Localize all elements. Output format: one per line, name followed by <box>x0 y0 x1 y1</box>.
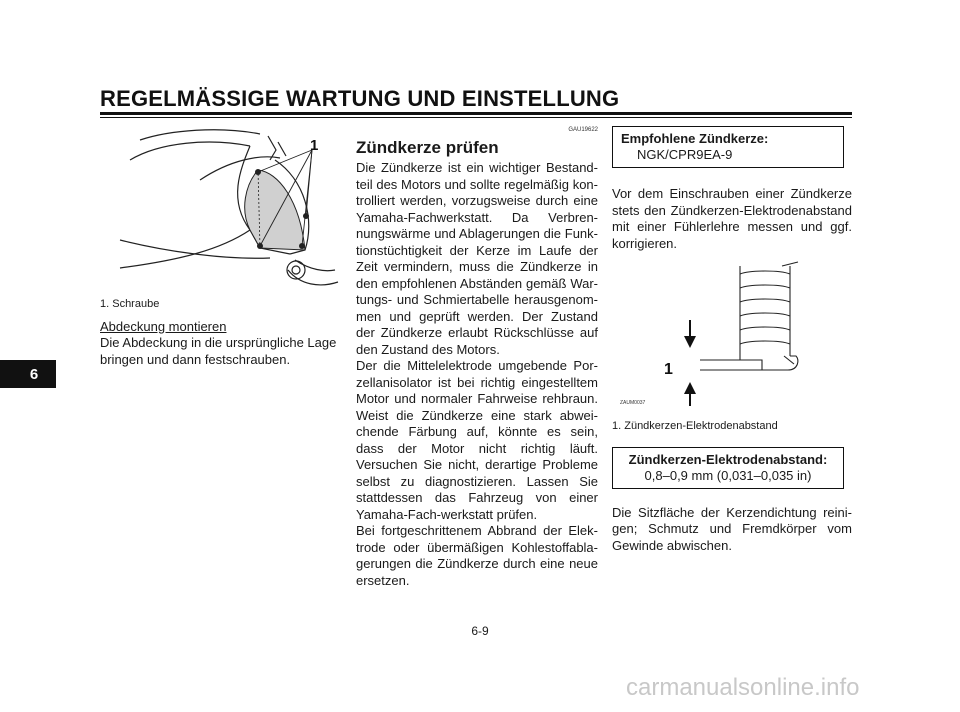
middle-column <box>356 126 598 589</box>
figure-code: ZAUM0037 <box>620 400 646 406</box>
body-text: Die Abdeckung in die ursprüngliche Lage bringen und dann festschrauben. <box>100 335 337 367</box>
paragraph: Die Sitzfläche der Kerzendichtung reini-gen; Schmutz und Fremdkörper vom Gewinde abwischen. <box>612 504 852 553</box>
spec-value: 0,8–0,9 mm (0,031–0,035 in) <box>644 467 812 483</box>
figure-callout: 1 <box>310 137 319 154</box>
cover-screw-illustration <box>100 120 340 288</box>
paragraph: Vor dem Einschrauben einer Zündkerze stets den Zündkerzen-Elektrodenabstand mit einer Fühlerlehre messen und ggf. korrigieren. <box>612 186 852 251</box>
spec-value: NGK/CPR9EA-9 <box>637 147 733 162</box>
paragraph: Die Zündkerze ist ein wichtiger Bestand-teil des Motors und sollte regelmäßig kon-trolliert werden, vorzugsweise durch eine Yamaha-Fachwerkstatt. Da Verbren-nungswärme und Ablagerungen die Funk-tionstüchtigkeit der Kerze im Laufe der Zeit vermindern, muss die Zündkerze in den empfohlenen Abständen gemäß War-tungs- und Schmiertabelle herausgenom-men und geprüft werden. Der Zustand der Zündkerze erlaubt Rückschlüsse auf den Zustand des Motors. <box>356 160 598 357</box>
header-rule <box>100 112 852 115</box>
paragraph: Bei fortgeschrittenem Abbrand der Elek-trode oder übermäßigen Kohlestoffabla-gerungen die Zündkerze durch eine neue ersetzen. <box>356 523 598 588</box>
doc-code: GAU19622 <box>568 127 598 133</box>
watermark: carmanualsonline.info <box>626 674 860 701</box>
right-column <box>612 126 852 554</box>
spec-box-spark-plug <box>612 126 844 168</box>
spec-title: Zündkerzen-Elektrodenabstand: <box>628 451 828 467</box>
spec-title: Empfohlene Zündkerze: <box>621 131 769 146</box>
figure-caption: 1. Zündkerzen-Elektrodenabstand <box>612 419 778 432</box>
chapter-tab: 6 <box>0 360 56 388</box>
paragraph: Der die Mittelelektrode umgebende Por-zellanisolator ist bei richtig eingestelltem Motor und normaler Fahrweise rehbraun. Weist die Zündkerze eine stark abwei-chende Färbung auf, könnte es sein, dass der Motor nicht richtig läuft. Versuchen Sie nicht, derartige Probleme selbst zu diagnostizieren. Lassen Sie stattdessen das Fahrzeug von einer Yamaha-Fach-werkstatt prüfen. <box>356 358 598 522</box>
section-title: Zündkerze prüfen <box>356 138 499 157</box>
spark-plug-gap-illustration <box>612 260 852 408</box>
figure-caption: 1. Schraube <box>100 297 160 310</box>
header-rule-thin <box>100 117 852 118</box>
page-number: 6-9 <box>471 624 489 638</box>
left-column <box>100 120 340 368</box>
spec-box-electrode-gap <box>612 447 844 489</box>
figure-callout: 1 <box>664 361 673 378</box>
subheading: Abdeckung montieren <box>100 318 227 334</box>
page-title: REGELMÄSSIGE WARTUNG UND EINSTELLUNG <box>100 86 620 111</box>
